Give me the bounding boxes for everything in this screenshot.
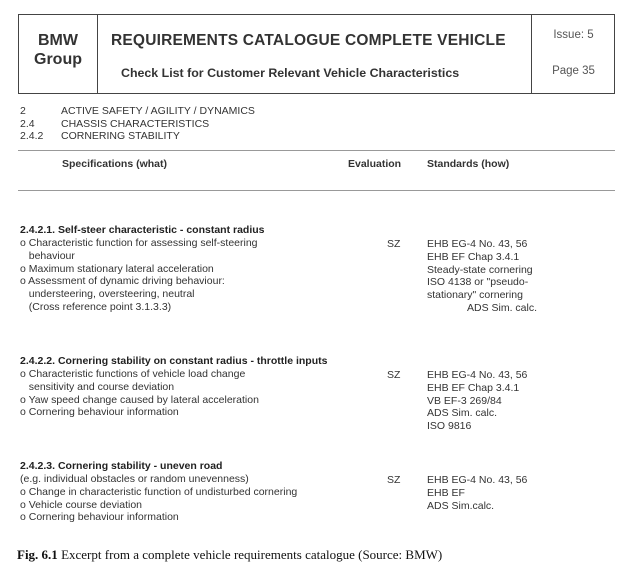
- spec-lines: [20, 473, 297, 524]
- standard-line: EHB EG-4 No. 43, 56: [427, 369, 528, 381]
- spec-item: [20, 355, 327, 419]
- spec-line: o Cornering behaviour information: [20, 511, 179, 524]
- page-number: Page 35: [552, 65, 595, 77]
- figure-label: Fig. 6.1: [17, 547, 58, 562]
- standard-line: EHB EG-4 No. 43, 56: [427, 474, 528, 486]
- standard-line: EHB EF: [427, 486, 465, 499]
- evaluation-code: SZ: [387, 369, 401, 381]
- spec-line: o Cornering behaviour information: [20, 406, 179, 419]
- document-title: REQUIREMENTS CATALOGUE COMPLETE VEHICLE: [111, 32, 506, 49]
- header-divider: [531, 15, 532, 93]
- spec-line: (Cross reference point 3.1.3.3): [20, 300, 172, 313]
- standards-list: [427, 238, 537, 315]
- standard-line: stationary" cornering: [427, 289, 523, 302]
- column-header-what: Specifications (what): [62, 158, 168, 170]
- standards-list: [427, 369, 527, 433]
- spec-line: o Maximum stationary lateral acceleration: [20, 262, 214, 275]
- spec-line: o Change in characteristic function of undisturbed cornering: [20, 485, 298, 498]
- spec-lines: [20, 368, 327, 419]
- spec-heading: 2.4.2.2. Cornering stability on constant radius - throttle inputs: [20, 355, 328, 367]
- spec-line: sensitivity and course deviation: [20, 380, 175, 393]
- document-subtitle: Check List for Customer Relevant Vehicle Characteristics: [121, 66, 460, 80]
- spec-line: understeering, oversteering, neutral: [20, 288, 195, 301]
- section-number: 2.4: [20, 117, 35, 130]
- spec-line: (e.g. individual obstacles or random unevenness): [20, 473, 249, 485]
- spec-heading: 2.4.2.1. Self-steer characteristic - constant radius: [20, 224, 265, 236]
- standard-line: EHB EF Chap 3.4.1: [427, 381, 520, 394]
- column-header-rule-top: [18, 150, 615, 151]
- standard-line: EHB EG-4 No. 43, 56: [427, 238, 528, 250]
- standard-line: ADS Sim.calc.: [427, 499, 495, 512]
- company-line-2: Group: [34, 51, 82, 68]
- standard-line: ISO 4138 or "pseudo-: [427, 276, 529, 289]
- section-numbers: [20, 105, 43, 143]
- column-header-evaluation: Evaluation: [348, 158, 402, 170]
- column-header-how: Standards (how): [427, 158, 510, 170]
- spec-line: o Characteristic function for assessing self-steering: [20, 237, 258, 249]
- section-number: 2: [20, 105, 26, 117]
- standard-line: ADS Sim. calc.: [467, 301, 538, 314]
- company-line-1: BMW: [38, 32, 78, 49]
- section-number: 2.4.2: [20, 130, 44, 142]
- column-header-rule-bottom: [18, 190, 615, 191]
- section-title: CHASSIS CHARACTERISTICS: [61, 117, 210, 130]
- spec-item: [20, 224, 265, 314]
- evaluation-code: SZ: [387, 238, 401, 250]
- standard-line: Steady-state cornering: [427, 263, 533, 276]
- header-divider: [97, 15, 98, 93]
- document-header: [18, 14, 615, 94]
- spec-line: o Assessment of dynamic driving behaviour:: [20, 275, 225, 288]
- figure-caption-text: Excerpt from a complete vehicle requirements catalogue (Source: BMW): [57, 547, 443, 562]
- evaluation-code: SZ: [387, 474, 401, 486]
- section-title: CORNERING STABILITY: [61, 130, 180, 142]
- standard-line: ADS Sim. calc.: [427, 407, 498, 420]
- spec-line: behaviour: [20, 249, 75, 262]
- company-name: [19, 31, 97, 69]
- standards-list: [427, 474, 527, 512]
- spec-line: o Characteristic functions of vehicle load change: [20, 368, 246, 380]
- spec-line: o Vehicle course deviation: [20, 498, 142, 511]
- spec-heading: 2.4.2.3. Cornering stability - uneven road: [20, 460, 223, 472]
- section-title: ACTIVE SAFETY / AGILITY / DYNAMICS: [61, 105, 255, 117]
- section-titles: [61, 105, 255, 143]
- spec-lines: [20, 237, 265, 314]
- standard-line: EHB EF Chap 3.4.1: [427, 250, 520, 263]
- issue-number: Issue: 5: [553, 29, 594, 41]
- standard-line: ISO 9816: [427, 420, 472, 433]
- spec-item: [20, 460, 297, 524]
- spec-line: o Yaw speed change caused by lateral acceleration: [20, 393, 259, 406]
- standard-line: VB EF-3 269/84: [427, 394, 502, 407]
- figure-caption: [17, 547, 442, 563]
